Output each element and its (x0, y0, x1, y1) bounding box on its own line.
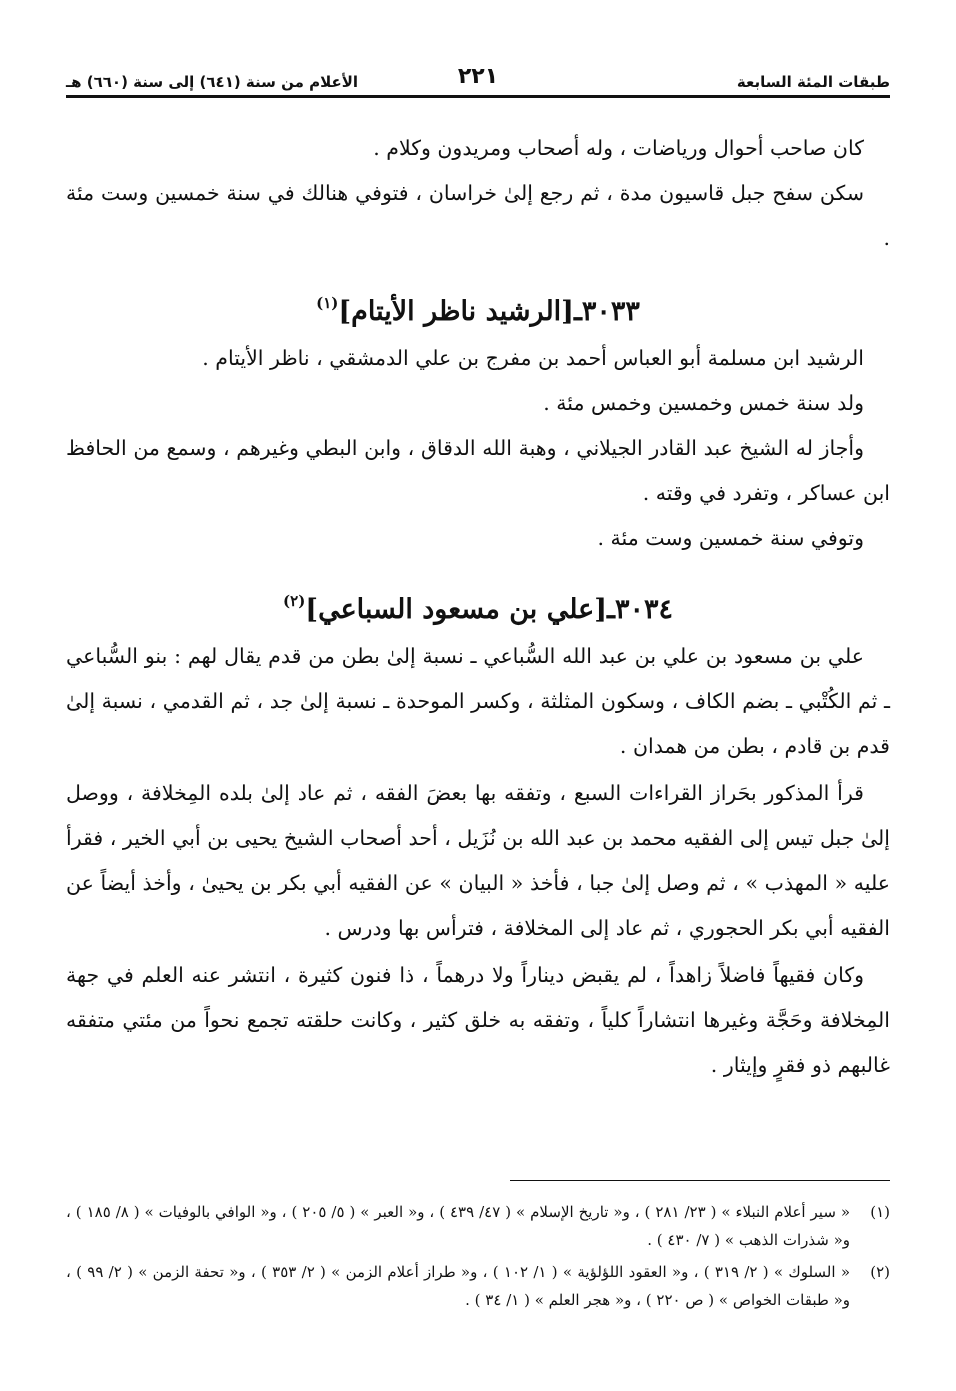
intro-paragraph: سكن سفح جبل قاسيون مدة ، ثم رجع إلىٰ خراسان ، فتوفي هنالك في سنة خمسين وست مئة . (66, 181, 890, 250)
entry-number: ٣٠٣٤ـ (607, 594, 673, 625)
entry-paragraph: وكان فقيهاً فاضلاً زاهداً ، لم يقبض ديناراً ولا درهماً ، ذا فنون كثيرة ، انتشر عنه العلم في جهة المِخلافة وحَجَّة وغيرها انتشاراً كلياً ، وتفقه به خلق كثير ، وكانت حلقته تجمع نحواً من مئتي متفقه غالبهم ذو فقرٍ وإيثار . (66, 963, 890, 1077)
header-section-title: طبقات المئة السابعة (736, 73, 890, 91)
header-range-title: الأعلام من سنة (٦٤١) إلى سنة (٦٦٠) هـ (66, 73, 359, 91)
footnote-ref: (١) (316, 294, 339, 312)
intro-paragraph: كان صاحب أحوال ورياضات ، وله أصحاب ومريدون وكلام . (373, 136, 864, 160)
footnote-text: « سير أعلام النبلاء » ( ٢٣/ ٢٨١ ) ، و« تاريخ الإسلام » ( ٤٧/ ٤٣٩ ) ، و« العبر » ( ٥/ ٢٠٥ ) ، و« الوافي بالوفيات » ( ٨/ ١٨٥ ) ، و« شذرات الذهب » ( ٧/ ٤٣٠ ) . (66, 1203, 851, 1249)
footnotes (66, 1198, 890, 1314)
entry-paragraph: قرأ المذكور بحَراز القراءات السبع ، وتفقه بها بعضَ الفقه ، ثم عاد إلىٰ بلده المِخلافة ، ووصل إلىٰ جبل تيس إلى الفقيه محمد بن عبد الله بن نُزَيل ، أحد أصحاب الشيخ يحيى بن أبي الخير ، فقرأ عليه « المهذب » ، ثم وصل إلىٰ جبا ، فأخذ « البيان » عن الفقيه أبي بكر بن يحيىٰ ، وأخذ أيضاً عن الفقيه أبي بكر الحجوري ، ثم عاد إلى المخلافة ، فترأس بها ودرس . (66, 781, 890, 940)
entry-paragraph: وتوفي سنة خمسين وست مئة . (597, 526, 864, 550)
footnote-separator (510, 1180, 890, 1181)
entry-heading (66, 279, 890, 336)
entry-paragraph: علي بن مسعود بن علي بن عبد الله السُّباعي ـ نسبة إلىٰ بطن من قدم يقال لهم : بنو السُّباعي ـ ثم الكُتْبي ـ بضم الكاف ، وسكون المثلثة ، وكسر الموحدة ـ نسبة إلىٰ جد ، ثم القدمي ، نسبة إلىٰ قدم بن قادم ، بطن من همدان . (66, 644, 890, 758)
entry-number: ٣٠٣٣ـ (573, 296, 640, 327)
running-header (66, 58, 890, 98)
footnote (66, 1198, 890, 1254)
entry-paragraph: وأجاز له الشيخ عبد القادر الجيلاني ، وهبة الله الدقاق ، وابن البطي وغيرهم ، وسمع من الحافظ ابن عساكر ، وتفرد في وقته . (66, 436, 890, 505)
footnote (66, 1258, 890, 1314)
entry-title: [علي بن مسعود السباعي] (305, 594, 608, 625)
entry-paragraph: الرشيد ابن مسلمة أبو العباس أحمد بن مفرج بن علي الدمشقي ، ناظر الأيتام . (202, 346, 864, 370)
footnote-mark: (١) (870, 1203, 890, 1221)
entry-heading (66, 577, 890, 634)
entry-title: [الرشيد ناظر الأيتام] (338, 296, 574, 327)
main-text (66, 126, 890, 1088)
page-number: ٢٢١ (457, 64, 499, 89)
footnote-mark: (٢) (870, 1263, 890, 1281)
entry-paragraph: ولد سنة خمس وخمسين وخمس مئة . (543, 391, 864, 415)
footnote-text: « السلوك » ( ٢/ ٣١٩ ) ، و« العقود اللؤلؤية » ( ١/ ١٠٢ ) ، و« طراز أعلام الزمن » ( ٢/ ٣٥٣ ) ، و« تحفة الزمن » ( ٢/ ٩٩ ) ، و« طبقات الخواص » ( ص ٢٢٠ ) ، و« هجر العلم » ( ١/ ٣٤ ) . (66, 1263, 850, 1309)
footnote-ref: (٢) (283, 592, 306, 610)
